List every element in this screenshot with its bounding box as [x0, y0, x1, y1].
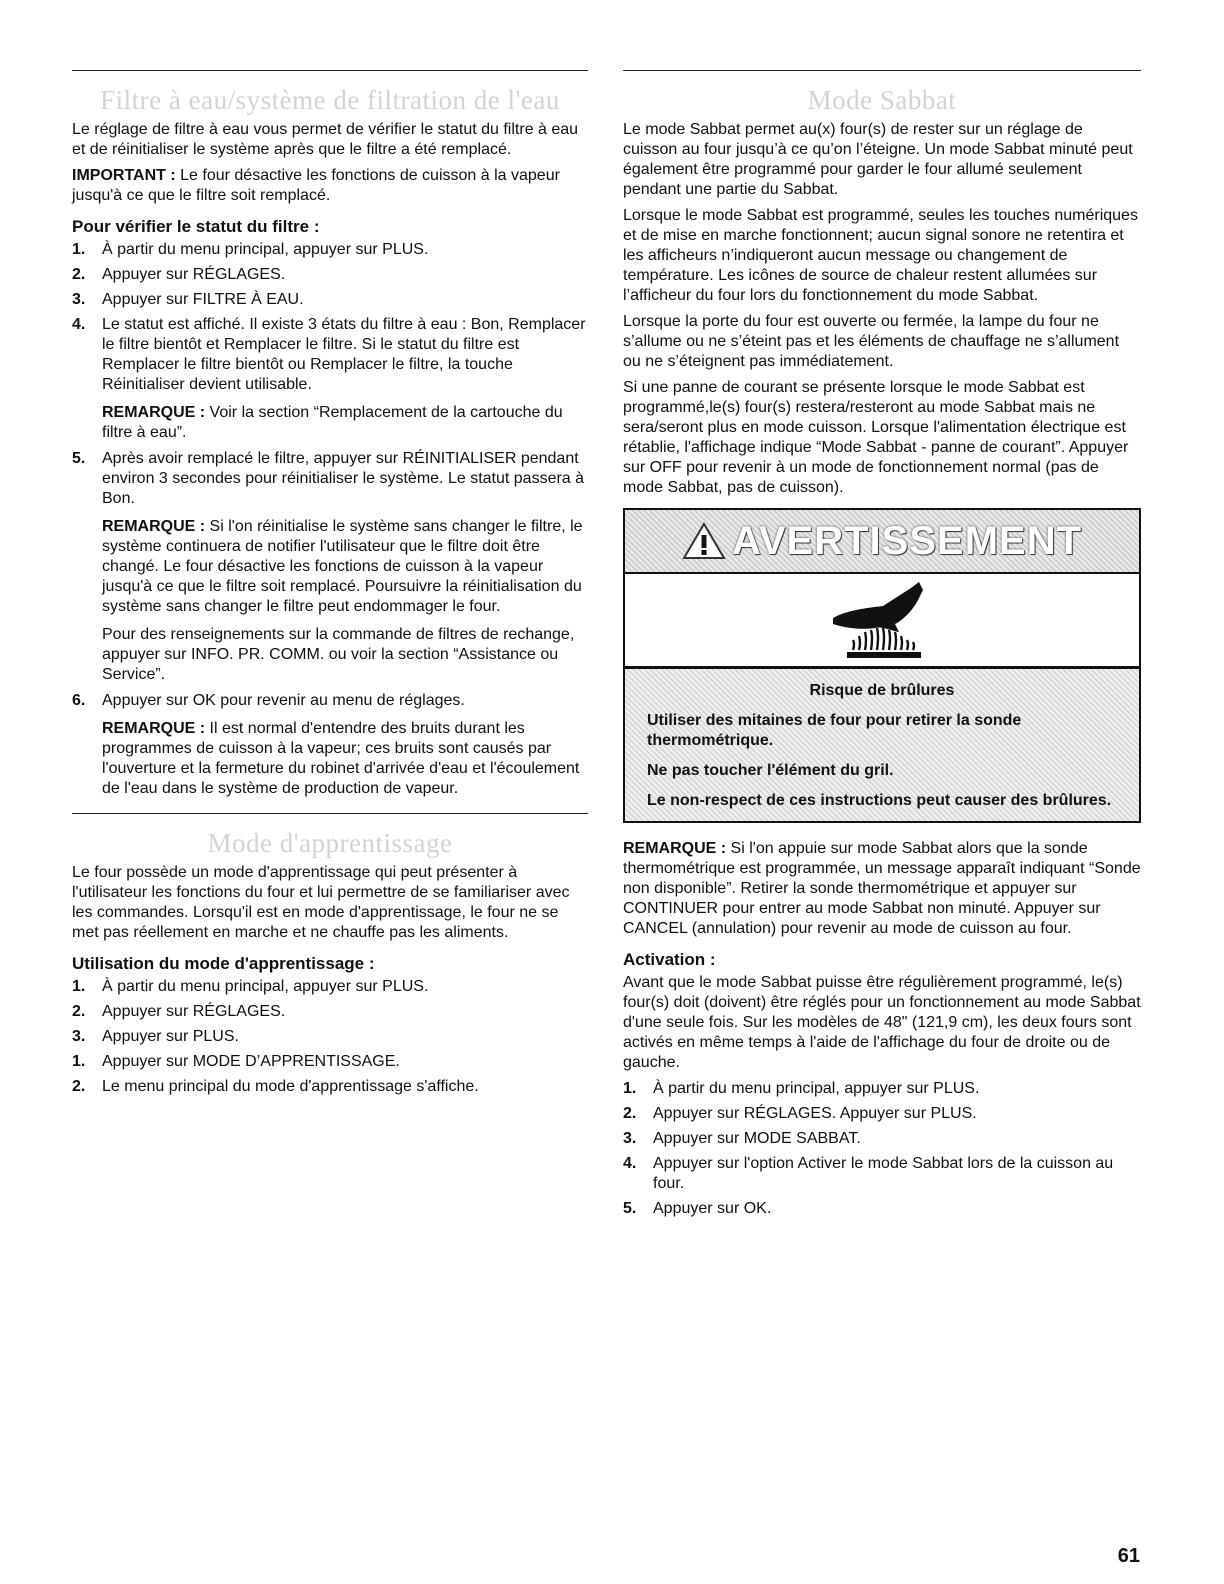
list-item: 4. Appuyer sur l'option Activer le mode Sabbat lors de la cuisson au four.	[623, 1155, 1114, 1192]
filter-intro: Le réglage de filtre à eau vous permet de vérifier le statut du filtre à eau et de réinitialiser le système après que le filtre a été remplacé.	[72, 121, 579, 158]
check-status-heading: Pour vérifier le statut du filtre :	[72, 217, 320, 236]
warning-triangle-icon	[682, 521, 726, 561]
activation-steps	[623, 1079, 1141, 1219]
list-item: 5. Après avoir remplacé le filtre, appuyer sur RÉINITIALISER pendant environ 3 secondes pour réinitialiser le système. Le statut passera à Bon. REMARQUE : Si l'on réinitialise le système sans changer le filtre, le système continuera de notifier l'utilisateur que le filtre doit être changé. Le four désactive les fonctions de cuisson à la vapeur jusqu'à ce que le filtre soit remplacé. Poursuivre la réinitialisation du système sans changer le filtre peut endommager le four. Pour des renseignements sur la commande de filtres de rechange, appuyer sur INFO. PR. COMM. ou voir la section “Assistance ou Service”.	[72, 449, 588, 685]
important-text: Le four désactive les fonctions de cuisson à la vapeur jusqu'à ce que le filtre soit remplacé.	[72, 167, 560, 204]
left-column	[72, 70, 588, 1102]
demo-section-title: Mode d'apprentissage	[207, 828, 453, 858]
list-item: 2. Appuyer sur RÉGLAGES. Appuyer sur PLUS.	[623, 1105, 977, 1122]
note: REMARQUE : Il est normal d'entendre des bruits durant les programmes de cuisson à la vapeur; ces bruits sont causés par l'ouverture et la fermeture du robinet d'arrivée d'eau et l'écoulement de l'eau dans le système de production de vapeur.	[102, 720, 580, 797]
warning-line: Ne pas toucher l'élément du gril.	[647, 762, 894, 779]
list-item: 5. Appuyer sur OK.	[623, 1200, 772, 1217]
divider	[72, 813, 588, 814]
activation-intro: Avant que le mode Sabbat puisse être régulièrement programmé, le(s) four(s) doit (doivent) être réglés pour un fonctionnement au mode Sabbat d'une seule fois. Sur les modèles de 48" (121,9 cm), les deux fours sont activés en même temps à l'aide de l'affichage du four de droite ou de gauche.	[623, 974, 1141, 1071]
demo-intro: Le four possède un mode d'apprentissage qui peut présenter à l'utilisateur les fonctions du four et lui permettre de se familiariser avec les commandes. Lorsqu'il est en mode d'apprentissage, le four ne se met pas réellement en marche et ne chauffe pas les aliments.	[72, 864, 570, 941]
list-item: 3. Appuyer sur PLUS.	[72, 1028, 239, 1045]
important-paragraph	[72, 166, 588, 206]
sabbath-paragraph: Le mode Sabbat permet au(x) four(s) de rester sur un réglage de cuisson au four jusqu’à ce qu’on l’éteigne. Un mode Sabbat minuté peut également être programmé pour garder le four allumé seulement pendant une partie du Sabbat.	[623, 121, 1133, 198]
list-item: 1. À partir du menu principal, appuyer sur PLUS.	[72, 978, 429, 995]
list-item: 1. À partir du menu principal, appuyer sur PLUS.	[623, 1080, 980, 1097]
warning-body	[623, 572, 1141, 823]
list-item: 3. Appuyer sur FILTRE À EAU.	[72, 291, 304, 308]
burn-hand-icon	[827, 580, 937, 660]
divider	[623, 70, 1141, 71]
divider	[72, 70, 588, 71]
order-info: Pour des renseignements sur la commande de filtres de rechange, appuyer sur INFO. PR. COMM. ou voir la section “Assistance ou Service”.	[102, 626, 575, 683]
list-item: 2. Appuyer sur RÉGLAGES.	[72, 266, 286, 283]
sabbath-paragraph: Lorsque le mode Sabbat est programmé, seules les touches numériques et de mise en marche fonctionnent; aucun signal sonore ne retentira et les afficheurs n’indiqueront aucun message ou changement de température. Les icônes de source de chaleur restent allumées sur l’afficheur du four lors du fonctionnement du mode Sabbat.	[623, 207, 1138, 304]
warning-line: Le non-respect de ces instructions peut causer des brûlures.	[647, 792, 1112, 809]
note: REMARQUE : Voir la section “Remplacement de la cartouche du filtre à eau”.	[102, 404, 563, 441]
warning-line: Utiliser des mitaines de four pour retirer la sonde thermométrique.	[647, 712, 1022, 749]
note: REMARQUE : Si l'on réinitialise le système sans changer le filtre, le système continuera de notifier l'utilisateur que le filtre doit être changé. Le four désactive les fonctions de cuisson à la vapeur jusqu'à ce que le filtre soit remplacé. Poursuivre la réinitialisation du système sans changer le filtre peut endommager le four.	[102, 518, 583, 615]
demo-steps	[72, 977, 588, 1097]
warning-header	[623, 508, 1141, 572]
warning-title: AVERTISSEMENT	[731, 518, 1083, 563]
sabbath-paragraph: Si une panne de courant se présente lorsque le mode Sabbat est programmé,le(s) four(s) restera/resteront au mode Sabbat mais ne sera/seront plus en mode cuisson. Lorsque l'alimentation électrique est rétablie, l'affichage indique “Mode Sabbat - panne de courant”. Appuyer sur OFF pour revenir à un mode de fonctionnement normal (pas de mode Sabbat, pas de cuisson).	[623, 379, 1129, 496]
warning-box	[623, 508, 1141, 823]
important-label: IMPORTANT :	[72, 167, 176, 184]
sabbath-section-title: Mode Sabbat	[807, 85, 957, 115]
list-item: 2. Appuyer sur RÉGLAGES.	[72, 1003, 286, 1020]
list-item: 4. Le statut est affiché. Il existe 3 états du filtre à eau : Bon, Remplacer le filtre bientôt et Remplacer le filtre. Si le statut du filtre est Remplacer le filtre bientôt ou Remplacer le filtre, la touche Réinitialiser devient utilisable. REMARQUE : Voir la section “Remplacement de la cartouche du filtre à eau”.	[72, 315, 588, 443]
probe-note: REMARQUE : Si l'on appuie sur mode Sabbat alors que la sonde thermométrique est programmée, un message apparaît indiquant “Sonde non disponible”. Retirer la sonde thermométrique et appuyer sur CONTINUER pour entrer au mode Sabbat non minuté. Appuyer sur CANCEL (annulation) pour revenir au mode de cuisson au four.	[623, 840, 1141, 937]
warning-risk: Risque de brûlures	[809, 682, 955, 699]
list-item: 1. Appuyer sur MODE D’APPRENTISSAGE.	[72, 1053, 400, 1070]
sabbath-paragraph: Lorsque la porte du four est ouverte ou fermée, la lampe du four ne s’allume ou ne s’éteint pas et les éléments de chauffage ne s’allument ou ne s’éteignent pas immédiatement.	[623, 313, 1120, 370]
check-status-steps	[72, 240, 588, 799]
demo-heading: Utilisation du mode d'apprentissage :	[72, 954, 375, 973]
filter-section-title: Filtre à eau/système de filtration de l'eau	[100, 85, 560, 115]
list-item: 2. Le menu principal du mode d'apprentissage s'affiche.	[72, 1078, 479, 1095]
activation-heading: Activation :	[623, 950, 716, 969]
burn-hazard-picture	[625, 572, 1139, 669]
right-column	[623, 70, 1141, 1224]
list-item: 6. Appuyer sur OK pour revenir au menu de réglages. REMARQUE : Il est normal d'entendre des bruits durant les programmes de cuisson à la vapeur; ces bruits sont causés par l'ouverture et la fermeture du robinet d'arrivée d'eau et l'écoulement de l'eau dans le système de production de vapeur.	[72, 691, 588, 799]
list-item: 1. À partir du menu principal, appuyer sur PLUS.	[72, 241, 429, 258]
list-item: 3. Appuyer sur MODE SABBAT.	[623, 1130, 861, 1147]
page-number: 61	[1117, 1545, 1140, 1567]
